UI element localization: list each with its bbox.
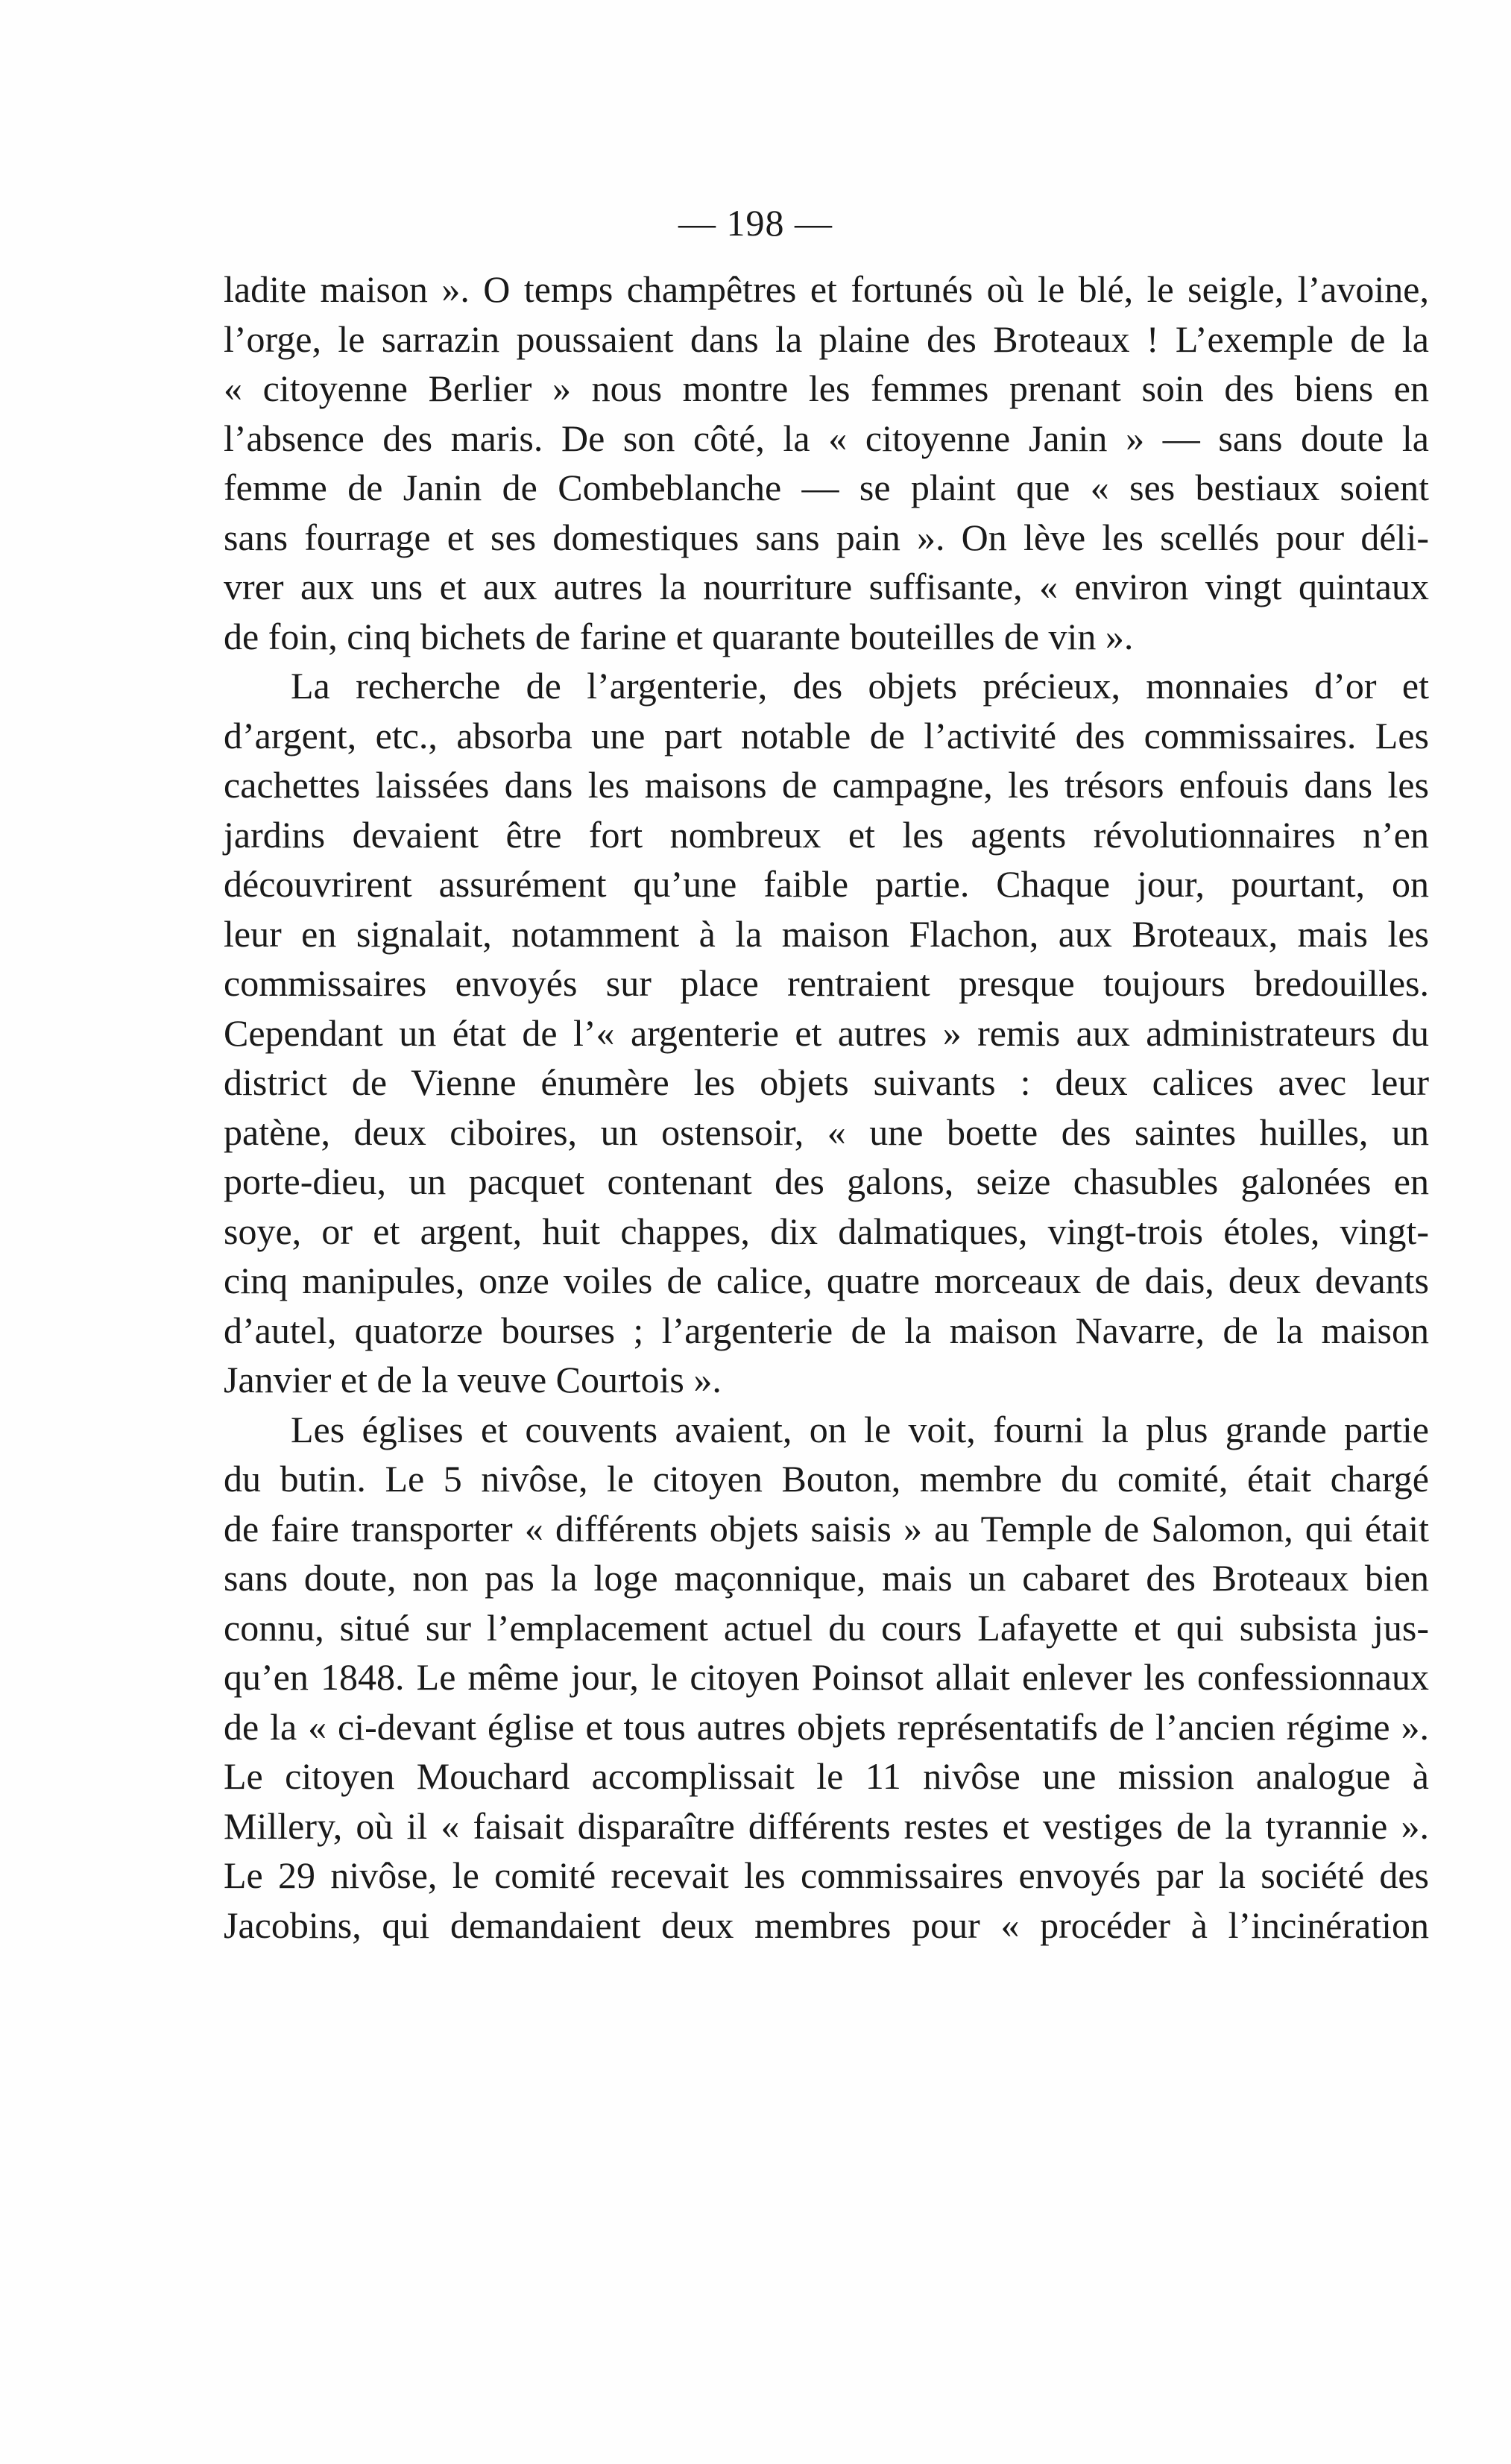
text-line: La recherche de l’argenterie, des objets précieux, monnaies d’or et [291,665,1429,707]
text-line: de faire transporter « différents objets saisis » au Temple de Salomon, qui était [224,1507,1429,1550]
text-line: sans fourrage et ses domestiques sans pain ». On lève les scellés pour déli- [224,516,1429,558]
text-line: vrer aux uns et aux autres la nourriture suffisante, « environ vingt quintaux [224,566,1429,607]
text-line: Cependant un état de l’« argenterie et autres » remis aux administrateurs du [224,1011,1429,1054]
text-line: qu’en 1848. Le même jour, le citoyen Poinsot allait enlever les confessionnaux [224,1656,1429,1698]
text-line: du butin. Le 5 nivôse, le citoyen Bouton, membre du comité, était chargé [224,1458,1429,1500]
text-line: patène, deux ciboires, un ostensoir, « une boette des saintes huilles, un [224,1111,1429,1153]
text-line: Jacobins, qui demandaient deux membres pour « procéder à l’incinération [224,1904,1429,1946]
text-line: sans doute, non pas la loge maçonnique, mais un cabaret des Broteaux bien [224,1557,1429,1599]
text-line: Le 29 nivôse, le comité recevait les commissaires envoyés par la société des [224,1854,1429,1896]
text-line: connu, situé sur l’emplacement actuel du cours Lafayette et qui subsista jus- [224,1606,1429,1649]
text-line: femme de Janin de Combeblanche — se plaint que « ses bestiaux soient [224,467,1429,508]
text-line: d’autel, quatorze bourses ; l’argenterie de la maison Navarre, de la maison [224,1309,1429,1351]
text-line: Le citoyen Mouchard accomplissait le 11 nivôse une mission analogue à [224,1755,1429,1797]
text-line: découvrirent assurément qu’une faible partie. Chaque jour, pourtant, on [224,863,1429,905]
body-text [224,265,1429,1950]
text-line: district de Vienne énumère les objets suivants : deux calices avec leur [224,1061,1429,1103]
text-line: Janvier et de la veuve Courtois ». [224,1359,722,1400]
text-line: ladite maison ». O temps champêtres et fortunés où le blé, le seigle, l’avoine, [224,268,1429,310]
text-line: leur en signalait, notamment à la maison Flachon, aux Broteaux, mais les [224,912,1429,955]
page-number: — 198 — [678,202,833,244]
text-line: l’orge, le sarrazin poussaient dans la plaine des Broteaux ! L’exemple de la [224,318,1429,360]
text-line: porte-dieu, un pacquet contenant des galons, seize chasubles galonées en [224,1160,1429,1202]
text-line: l’absence des maris. De son côté, la « citoyenne Janin » — sans doute la [224,417,1429,459]
text-line: « citoyenne Berlier » nous montre les femmes prenant soin des biens en [224,367,1429,409]
text-line: commissaires envoyés sur place rentraient presque toujours bredouilles. [224,962,1429,1004]
text-line: d’argent, etc., absorba une part notable de l’activité des commissaires. Les [224,714,1429,756]
text-line: Millery, où il « faisait disparaître différents restes et vestiges de la tyrannie ». [224,1804,1429,1847]
text-line: cinq manipules, onze voiles de calice, quatre morceaux de dais, deux devants [224,1260,1429,1301]
text-line: de la « ci-devant église et tous autres objets représentatifs de l’ancien régime ». [224,1705,1429,1748]
text-line: jardins devaient être fort nombreux et les agents révolutionnaires n’en [224,813,1429,856]
text-line: cachettes laissées dans les maisons de campagne, les trésors enfouis dans les [224,764,1429,806]
text-line: Les églises et couvents avaient, on le voit, fourni la plus grande partie [291,1408,1429,1450]
text-line: de foin, cinq bichets de farine et quarante bouteilles de vin ». [224,615,1134,657]
text-line: soye, or et argent, huit chappes, dix dalmatiques, vingt-trois étoles, vingt- [224,1210,1429,1252]
